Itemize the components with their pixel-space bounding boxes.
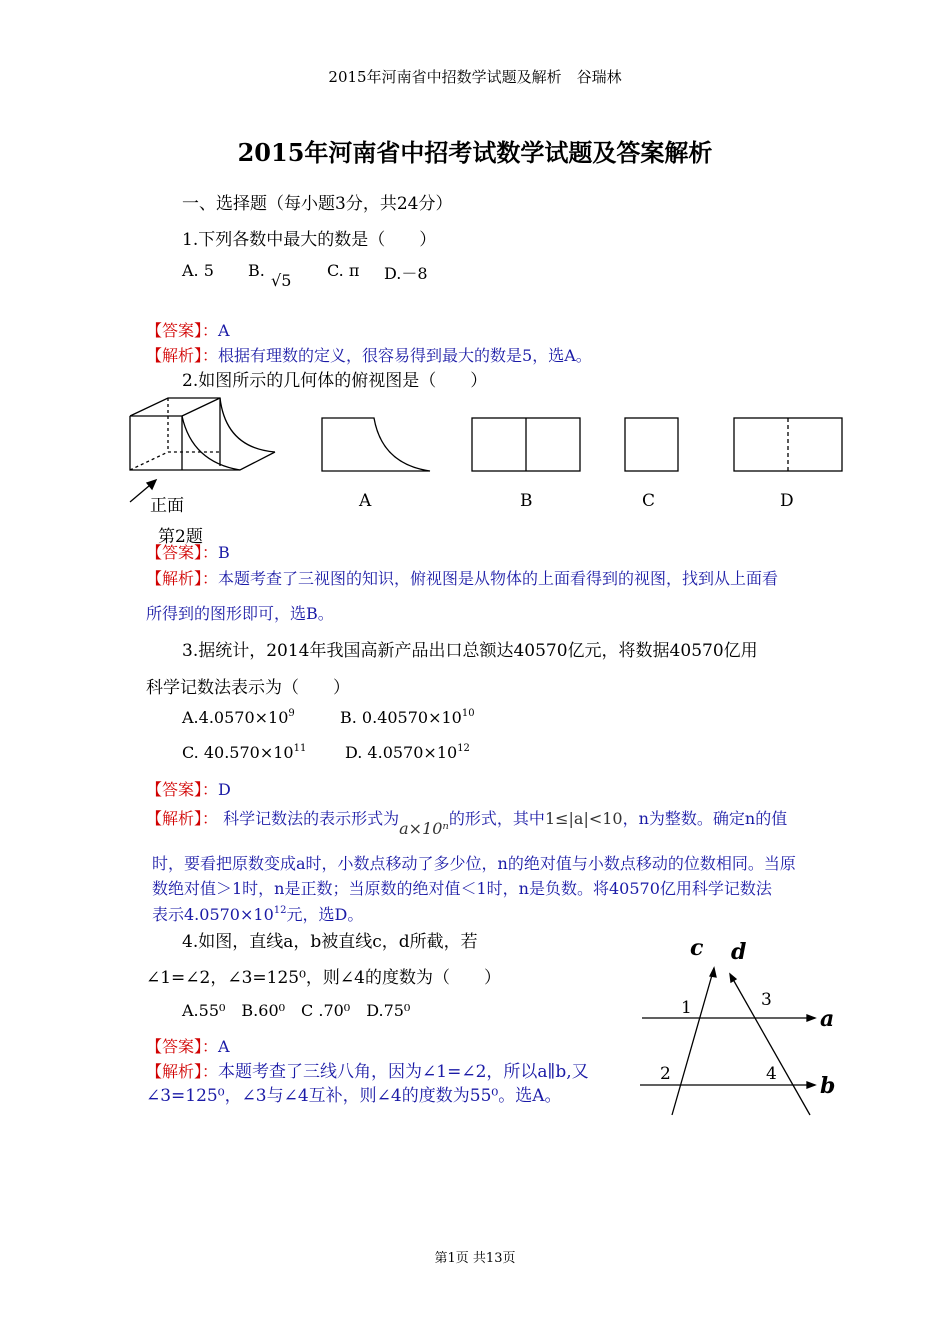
q4-explanation-tag: 【解析】： (146, 1062, 219, 1081)
label-d: d (731, 939, 747, 965)
fig-label-d: D (780, 491, 794, 511)
q1-explanation: 根据有理数的定义，很容易得到最大的数是5，选A。 (218, 346, 592, 365)
q3-stem-line1: 3.据统计，2014年我国高新产品出口总额达40570亿元，将数据40570亿用 (182, 641, 758, 661)
fig-label-c: C (642, 491, 656, 511)
q3-answer: D (218, 780, 231, 799)
q4-options: A.55⁰ B.60⁰ C .70⁰ D.75⁰ (182, 1001, 411, 1020)
q2-figures (120, 392, 860, 512)
formula-range: 1≤|a|<10 (544, 809, 623, 828)
q1-option-d: D.－8 (384, 264, 428, 283)
angle-2-label: 2 (660, 1064, 671, 1084)
q2-answer: B (218, 543, 230, 562)
q4-explanation-line2: ∠3=125⁰，∠3与∠4互补，则∠4的度数为55⁰。选A。 (146, 1086, 562, 1106)
section-heading: 一、选择题（每小题3分，共24分） (182, 194, 453, 214)
q3-option-d: D. $4.0570\times 10^{12}$ (345, 743, 470, 762)
q2-answer-tag: 【答案】： (146, 543, 219, 562)
page-title: 2015年河南省中招考试数学试题及答案解析 (237, 138, 713, 167)
q3-explanation-line1: 【解析】： 科学记数法的表示形式为a×10ⁿ的形式，其中1≤|a|<10，n为整数。确定n的值 (146, 809, 788, 838)
option-b-view (472, 418, 580, 471)
fig-label-a: A (359, 491, 372, 511)
figure-caption: 第2题 (158, 527, 203, 547)
q3-option-b: B. $0.40570\times 10^{10}$ (340, 708, 475, 727)
angle-4-label: 4 (766, 1064, 777, 1084)
label-b: b (820, 1073, 836, 1099)
q4-stem-line2: ∠1=∠2，∠3=125⁰，则∠4的度数为（ ） (146, 968, 501, 988)
q2-explanation-tag: 【解析】： (146, 569, 219, 588)
q4-answer-tag: 【答案】： (146, 1037, 219, 1056)
q2-explanation-line2: 所得到的图形即可，选B。 (146, 604, 334, 623)
q3-explanation-line4: 表示$4.0570\times 10^{12}$元，选D。 (152, 905, 364, 924)
q4-explanation-line1: 本题考查了三线八角，因为∠1=∠2，所以a∥b,又 (218, 1062, 589, 1082)
q3-stem-line2: 科学记数法表示为（ ） (146, 678, 350, 698)
q3-explanation-line3: 数绝对值＞1时，n是正数；当原数的绝对值＜1时，n是负数。将40570亿用科学记数法 (152, 879, 772, 898)
q2-explanation-line1: 本题考查了三视图的知识，俯视图是从物体的上面看得到的视图，找到从上面看 (218, 569, 779, 588)
q1-option-b: B. (248, 261, 265, 280)
label-a: a (820, 1006, 835, 1032)
formula-sci-notation: a×10ⁿ (399, 819, 449, 838)
label-c: c (690, 935, 704, 961)
q1-answer-tag: 【答案】： (146, 321, 219, 340)
option-c-view (625, 418, 678, 471)
page-header: 2015年河南省中招数学试题及解析 谷瑞林 (328, 68, 622, 86)
q2-stem: 2.如图所示的几何体的俯视图是（ ） (182, 371, 488, 391)
option-a-view (322, 418, 430, 471)
angle-1-label: 1 (681, 998, 692, 1018)
line-c (672, 968, 714, 1115)
solid-figure (130, 398, 275, 470)
q4-answer: A (218, 1037, 230, 1056)
q3-option-a: $A.4.0570\times 10^9$ (182, 708, 295, 727)
page-footer: 第1页 共13页 (434, 1251, 516, 1266)
q1-option-c: C. π (327, 261, 360, 280)
q1-option-a: A. 5 (182, 261, 214, 280)
q1-answer: A (218, 321, 230, 340)
q3-option-c: C. $40.570\times 10^{11}$ (182, 743, 307, 762)
q3-answer-tag: 【答案】： (146, 780, 219, 799)
q1-stem: 1.下列各数中最大的数是（ ） (182, 230, 437, 250)
q4-stem-line1: 4.如图，直线a，b被直线c，d所截，若 (182, 932, 478, 952)
q3-explanation-line2: 时，要看把原数变成a时，小数点移动了多少位，n的绝对值与小数点移动的位数相同。当原 (152, 854, 796, 873)
fig-label-b: B (520, 491, 533, 511)
q1-explanation-tag: 【解析】： (146, 346, 219, 365)
angle-3-label: 3 (761, 990, 772, 1010)
option-d-view (734, 418, 842, 471)
q1-option-b-math: √5 (271, 271, 292, 290)
front-label: 正面 (150, 496, 184, 516)
q3-explanation-tag: 【解析】： (146, 809, 219, 828)
